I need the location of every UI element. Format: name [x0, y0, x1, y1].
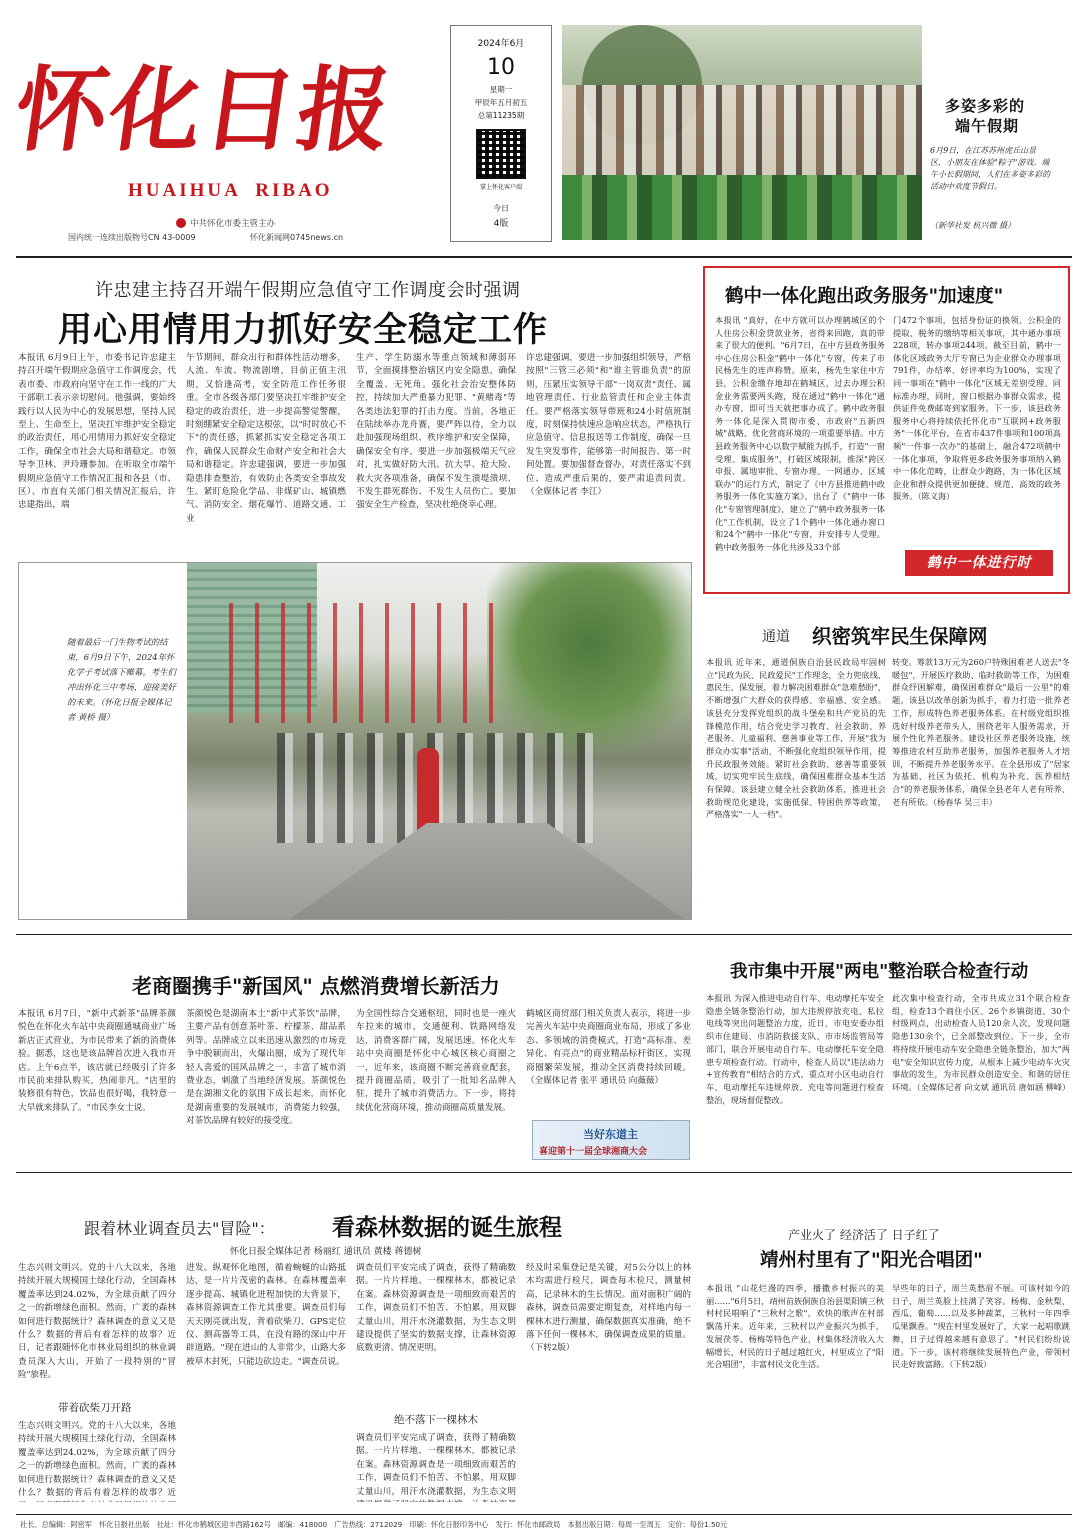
- mid-photo: [187, 563, 692, 920]
- story3-col-2: 转变。筹款13万元为260户特殊困难老人送去"冬暖包"，开展医疗救助、临时救助等工作，为困难群众纾困解难，确保困难群众"最后一公里"的难题。该县以改革创新为抓手，着力打造一批养老工作，形成特色养老服务体系。在村级党组织推选好村级养老带头人，围绕老年人服务需求，开展个性化养老服务。建设社区养老服务设施，统筹推进农村互助养老服务，加强养老服务人才培训，不断提升养老服务水平。在全县形成了"居家为基础、社区为依托、机构为补充、医养相结合"的养老服务体系，确保全县老年人老有所养、老有所依。（杨春华 吴三丰）: [892, 657, 1070, 807]
- story6-subhead-1: 带着砍柴刀开路: [58, 1402, 132, 1414]
- story1-col-2: 午节期间，群众出行和群体性活动增多，人流、车流、物流剧增，目前正值主汛期，又恰逢高考，安全防范工作任务很重。全市各级各部门要坚决扛牢维护安全稳定的政治责任，进一步提高警觉警醒，时刻绷紧安全稳定这根弦，以"时时放心不下"的责任感，抓紧抓实安全稳定各项工作，确保人民群众生命财产安全和社会大局和谐稳定。许忠建强调，要进一步加强隐患排查整治，有效防止各类安全事故发生。紧盯危险化学品、非煤矿山、城镇燃气、消防安全、烟花爆竹、道路交通、工业: [186, 353, 346, 524]
- story1-col-1: 本报讯 6月9日上午，市委书记许忠建主持召开端午假期应急值守工作调度会，代表市委、市政府向坚守在工作一线的广大干部职工表示亲切慰问。他强调，要始终践行以人民为中心的发展思想，坚持人民至上、生命至上，坚决扛牢维护安全稳定的政治责任，用心用情用力抓好安全稳定工作，确保全市社会大局和谐稳定。市领导李卫林、尹玲珊参加。在听取全市端午假期应急值守工作情况汇报和各县（市、区）、市直有关部门相关情况汇报后，许忠建指出，端: [18, 353, 176, 511]
- story7-col-2: 早些年的日子，周兰英愁眉不展。可该村如今的日子，周兰英脸上挂满了笑容。杨梅、金秋梨、西瓜、葡萄……以及多种蔬菜，三秋村一年四季瓜果飘香。"现在村里发展好了，大家一起唱歌跳舞，日子过得越来越有意思了。"村民们纷纷说道。下一步，该村将继续发展特色产业，带领村民走好致富路。（下转2版）: [892, 1283, 1070, 1370]
- story1-col-3: 生产、学生防溺水等重点领域和薄弱环节，全面摸排整治辖区内安全隐患，确保全覆盖、无死角。强化社会治安整体防控，持续加大严重暴力犯罪、"黄赌毒"等各类违法犯罪的打击力度。当前，各地正在陆续举办龙舟赛，要严阵以待，全力以赴加强现场组织、秩序维护和安全保障，确保安全有序。要进一步加强极端天气应对，扎实做好防大汛、抗大旱、抢大险、救大灾各项准备，确保不发生溃堤溃坝、不发生群死群伤、不发生人员伤亡。要加强安全生产检查，坚决杜绝侥幸心理。: [356, 353, 516, 511]
- qr-code-icon: [476, 129, 526, 179]
- story6-col-2: 进发。纵观怀化地图，循着蜿蜒的山路抵达，是一片片茂密的森林。在森林覆盖率逐步提高、城镇化进程加快的大背景下，森林资源调查工作尤其重要。调查员们每天天刚亮就出发，背着砍柴刀、GPS定位仪、测高器等工具，在没有路的深山中开辟道路。"现在进山的人非常少，山路大多被草木封死，只能边砍边走。"调查员说。: [186, 1263, 346, 1367]
- today-label: 今日: [493, 204, 509, 213]
- date-weekday: 星期一: [489, 85, 513, 94]
- story6-col-1: 生态兴则文明兴。党的十八大以来，各地持续开展大规模国土绿化行动，全国森林覆盖率达到24.02%，为全球贡献了四分之一的新增绿色面积。然而，广袤的森林如何进行数据统计？森林调查的意义又是什么？数据的背后有着怎样的故事？近日，记者跟随怀化市林业局组织的林业调查员深入大山，开始了一段特别的"冒险"旅程。: [18, 1263, 176, 1381]
- newspaper-logo: 怀化日报: [8, 56, 400, 164]
- story7-headline: 靖州村里有了"阳光合唱团": [760, 1250, 983, 1271]
- badge-line-1: 当好东道主: [583, 1128, 638, 1141]
- rule-middle: [16, 934, 1072, 935]
- story2-headline: 鹤中一体化跑出政务服务"加速度": [725, 286, 1004, 307]
- story5-headline: 我市集中开展"两电"整治联合检查行动: [730, 962, 1029, 982]
- story4-headline: 老商圈携手"新国风" 点燃消费增长新活力: [132, 974, 500, 998]
- story7-kicker: 产业火了 经济活了 日子红了: [788, 1228, 940, 1242]
- footer-rule: [16, 1514, 1072, 1515]
- story6-subhead-2: 绝不落下一棵林木: [394, 1414, 478, 1426]
- story6-col-1b-text: 生态兴则文明兴。党的十八大以来，各地持续开展大规模国土绿化行动，全国森林覆盖率达到24.02%，为全球贡献了四分之一的新增绿色面积。然而，广袤的森林如何进行数据统计？森林调查的意义又是什么？数据的背后有着怎样的故事？近: [18, 1421, 176, 1499]
- story3-headline: 织密筑牢民生保障网: [812, 625, 988, 648]
- mid-photo-caption: 随着最后一门生物考试的结束，6月9日下午，2024年怀化学子考试落下帷幕。考生们冲出怀化三中考场，迎接美好的未来。（怀化日报全媒体记者 黄桥 摄）: [67, 637, 176, 722]
- date-day: 10: [487, 55, 515, 80]
- story4-badge: [532, 1120, 690, 1160]
- qr-caption: 掌上怀化客户端: [479, 184, 522, 191]
- story2-col-2: 门472个事项，包括身份证的换领、公积金的提取、税务的缴纳等相关事项，其中通办事项228项，转办事项244项。截至目前，鹤中一体化区域政务大厅专窗已为企业群众办理事项791件，办结率、好评率均为100%，实现了同一事项在"鹤中一体化"区域无差别受理、同标准办理，同时，窗口根据办事群众需求，提供证件免费邮寄到家服务。下一步，该县政务服务中心将持续依托怀化市"互联网+政务服务"一体化平台，在省市437件事项和100项高频"一件事一次办"的基础上，融合472项鹤中一体化事项，争取将更多政务服务事项纳入鹤中一体化范畴，让群众少跑路，为一体化区域企业和群众提供更加便捷、规范、高效的政务服务。（陈义海）: [893, 315, 1061, 502]
- story3-col-1: 本报讯 近年来，通道侗族自治县民政局牢固树立"民政为民、民政爱民"工作理念，全力兜底线、惠民生、保发展，着力解决困难群众"急难愁盼"，不断增强广大群众的获得感、幸福感、安全感。该县充分发挥党组织的战斗堡垒和共产党员的先锋模范作用，结合党史学习教育、社会救助、养老服务、儿童福利、慈善事业等工作，开展"我为群众办实事"活动，不断强化党组织领导作用，提升民政服务效能。紧盯社会救助、慈善等重要领域，切实兜牢民生底线，确保困难群众基本生活有保障。该县建立健全社会救助体系，推进社会救助规范化建设，实施低保、特困供养等政策，严格落实"一人一档"。: [706, 657, 886, 820]
- badge-line-2: 喜迎第十一届全球湘商大会: [539, 1147, 648, 1157]
- story3-kicker: 通道: [762, 629, 790, 645]
- story6-headline: 看森林数据的诞生旅程: [332, 1214, 562, 1241]
- story6-col-3: 调查员们平安完成了调查，获得了精确数据。一片片样地、一棵棵林木，都被记录在案。森林资源调查是一项细致而艰苦的工作，调查员们不怕苦、不怕累，用双脚丈量山川，用汗水浇灌数据，为生态文明建设提供了坚实的数据支撑，让森林资源底数更清、情况更明。: [356, 1263, 516, 1354]
- masthead-rule: [16, 256, 1072, 258]
- story6-col-4: 经及时采集登记是关键，对5公分以上的林木均需进行检尺，调查每木检尺，测量树高，记录林木的生长情况。面对面积广阔的森林，调查员需要定期复查，对样地内每一棵林木进行测量，确保数据真实准确，绝不落下任何一棵林木，确保调查成果的质量。（下转2版）: [526, 1263, 691, 1354]
- issue-number: 总第11235期: [477, 111, 525, 120]
- story6-byline: 怀化日报全媒体记者 杨丽红 通讯员 黄楼 蒋德树: [230, 1247, 422, 1257]
- lead-photo-credit: （新华社发 杭兴微 摄）: [930, 221, 1016, 230]
- date-box: [450, 25, 552, 242]
- lead-photo-title-2: 端午假期: [955, 117, 1020, 135]
- website: 怀化新闻网0745news.cn: [250, 233, 344, 242]
- date-year-month: 2024年6月: [477, 39, 525, 49]
- story4-col-4: 鹤城区商贸部门相关负责人表示，将进一步完善火车站中央商圈商业布局，形成了多业态、多领域的消费模式，打造"高标准、差异化、有亮点"的商业精品标杆街区，实现商圈繁荣发展，推动全区消费持续回暖。（全媒体记者 张平 通讯员 向薇薇）: [526, 1009, 691, 1087]
- story5-col-2: 此次集中检查行动，全市共成立31个联合检查组，检查13个商住小区、26个乡镇街道、30个村级网点，出动检查人员120余人次，发现问题隐患130余个，已全部整改到位。下一步，全市将持续开展电动车安全隐患全链条整治，加大"两电"安全知识宣传力度，从根本上减少电动车火灾事故的发生，为市民群众创造安全、和谐的居住环境。（全媒体记者 向文斌 通讯员 唐如涵 柳峰）: [892, 993, 1070, 1092]
- story1-col-4: 许忠建强调，要进一步加强组织领导，严格按照"三管三必须"和"谁主管谁负责"的原则，压紧压实领导干部"一岗双责"责任、属地管理责任、行业监管责任和企业主体责任。要严格落实领导带班和24小时值班制度，时刻保持快速应急响应状态，严格执行应急值守、信息报送等工作制度，确保一旦发生突发事件，能够第一时间报告、第一时间处置。要加强督查督办，对责任落实不到位、造成严重后果的，要严肃追责问责。（全媒体记者 李江）: [526, 353, 691, 498]
- date-lunar: 甲辰年五月初五: [474, 98, 528, 107]
- story2-col-1: 本报讯 "真好，在中方就可以办理鹤城区的个人住房公积金贷款业务，省得来回跑，真的带来了很大的便利。"6月7日，在中方县政务服务中心住房公积金"鹤中一体化"专窗，传来了市民杨先生的连声称赞。原来，杨先生家住中方县，公积金缴存地却在鹤城区，过去办理公积金业务需要两头跑，现在通过"鹤中一体化"通办专窗，即可当天就把事办成了。鹤中政务服务一体化是深入贯彻市委、市政府"五新四城"战略、优化营商环境的一项重要举措。中方县政务服务中心以数字赋能为抓手，打造"一窗受理、集成服务"，打破区域限制，推深"跨区申报、属地审批、专窗办理、一网通办、区域联办"的运行方式，制定了《中方县推进鹤中政务服务一体化实施方案》，出台了《"鹤中一体化"专窗管理制度》，建立了"鹤中政务服务一体化"工作机制，设立了1个鹤中一体化通办窗口和24个"鹤中一体化"专窗，并安排专人受理。鹤中政务服务一体化共涉及33个部: [715, 315, 885, 552]
- story6-col-3b-text: 调查员们平安完成了调查，获得了精确数据。一片片样地、一棵棵林木，都被记录在案。森林资源调查是一项细致而艰苦的工作，调查员们不怕苦、不怕累，用双脚丈量山川，用汗水浇灌数据，为生态文明: [356, 1433, 516, 1497]
- masthead: [0, 0, 1080, 255]
- newspaper-pinyin: HUAIHUA RIBAO: [128, 180, 333, 201]
- party-emblem-icon: [176, 218, 186, 228]
- lead-photo-caption: 6月9日，在江苏苏州虎丘山景区，小朋友在体验"粽子"游戏。端午小长假期间，人们在多姿多彩的活动中欢度节假日。: [930, 146, 1050, 191]
- crowd-shape: [562, 85, 922, 175]
- mid-photo-frame: [18, 562, 692, 920]
- story2-box: [703, 266, 1070, 594]
- story6-col-3b: [356, 1432, 516, 1502]
- story4-col-1: 本报讯 6月7日，"新中式新茶"品牌茶颜悦色在怀化火车站中央商圈通城商业广场新店正式营业，为市民带来了新的消费体验。据悉，这也是该品牌首次进入我市开店。上午6点半，该店就已经吸引了许多市民前来排队购买，热闹非凡。"店里的装修很有特色，饮品也很好喝，我特意一大早就来排队了。"市民李女士说。: [18, 1009, 176, 1113]
- rule-lower: [16, 1172, 1072, 1173]
- cn-number: 国内统一连续出版物号CN 43-0009: [68, 233, 196, 242]
- story2-stamp: 鹤中一体进行时: [905, 550, 1053, 576]
- zongzi-shape: [562, 175, 922, 240]
- flags-shape: [207, 603, 507, 723]
- page-count: 4版: [493, 219, 509, 229]
- story4-col-3: 为全国性综合交通枢纽，同时也是一座火车拉来的城市，交通便利、铁路网络发达，消费客群广阔，发展迅速。怀化火车站中央商圈是怀化中心城区核心商圈之一，近年来，该商圈不断完善商业配套，提升商圈品质，吸引了一批知名品牌入驻，提升了城市消费活力。下一步，将持续优化营商环境，推动商圈高质量发展。: [356, 1009, 516, 1113]
- footer-imprint: 社长、总编辑：阿密军 怀化日报社出版 社址：怀化市鹤城区迎丰西路162号 邮编：418000 广告热线：2712029 印刷：怀化日报印务中心 发行：怀化市邮政局 本报出版日期：每周一至周五 定价：每份1.50元: [20, 1520, 728, 1529]
- story4-col-2: 茶颜悦色是湖南本土"新中式茶饮"品牌，主要产品有创意茶叶茶、柠檬茶、甜品系列等。品牌成立以来迅速从激烈的市场竞争中脱颖而出，火爆出圈，成为了现代年轻人喜爱的国风品牌之一，丰富了城市消费业态，刺激了当地经济发展。茶颜悦色是在湖湘文化的氛围下成长起来，而怀化是湖南重要的发展城市，消费能力较强，对茶饮品牌有较好的接受度。: [186, 1009, 346, 1127]
- story6-kicker: 跟着林业调查员去"冒险"：: [84, 1219, 275, 1238]
- lead-photo: [562, 25, 922, 240]
- story1-headline: 用心用情用力抓好安全稳定工作: [58, 310, 548, 350]
- story5-col-1: 本报讯 为深入推进电动自行车、电动摩托车安全隐患全链条整治行动，加大违规停放充电、私拉电线等突出问题整治力度，近日，市电安委办组织市住建局、市消防救援支队、市市场监管局等部门，联合开展电动自行车、电动摩托车安全隐患专项检查行动。行动中，检查人员以"违法动力+宣传教育"相结合的方式，重点对小区电动自行车、电动摩托车违规停放、充电等问题进行检查整治，现场督促整改。: [706, 993, 884, 1105]
- story6-col-1b: [18, 1420, 176, 1502]
- story7-col-1: 本报讯 "山花烂漫的四季，播撒乡村振兴的美丽……"6月5日，靖州苗族侗族自治县渠阳镇三秋村村民唱响了"三秋村之歌"，欢快的歌声在村部飘荡开来。近年来，三秋村以产业振兴为抓手，发展茯苓、杨梅等特色产业，村集体经济收入大幅增长，村民的日子越过越红火，村里成立了"阳光合唱团"，丰富村民文化生活。: [706, 1283, 884, 1370]
- story1-kicker: 许忠建主持召开端午假期应急值守工作调度会时强调: [95, 280, 521, 301]
- lead-photo-title-1: 多姿多彩的: [945, 97, 1026, 115]
- publisher-line: 中共怀化市委主管主办: [190, 219, 276, 229]
